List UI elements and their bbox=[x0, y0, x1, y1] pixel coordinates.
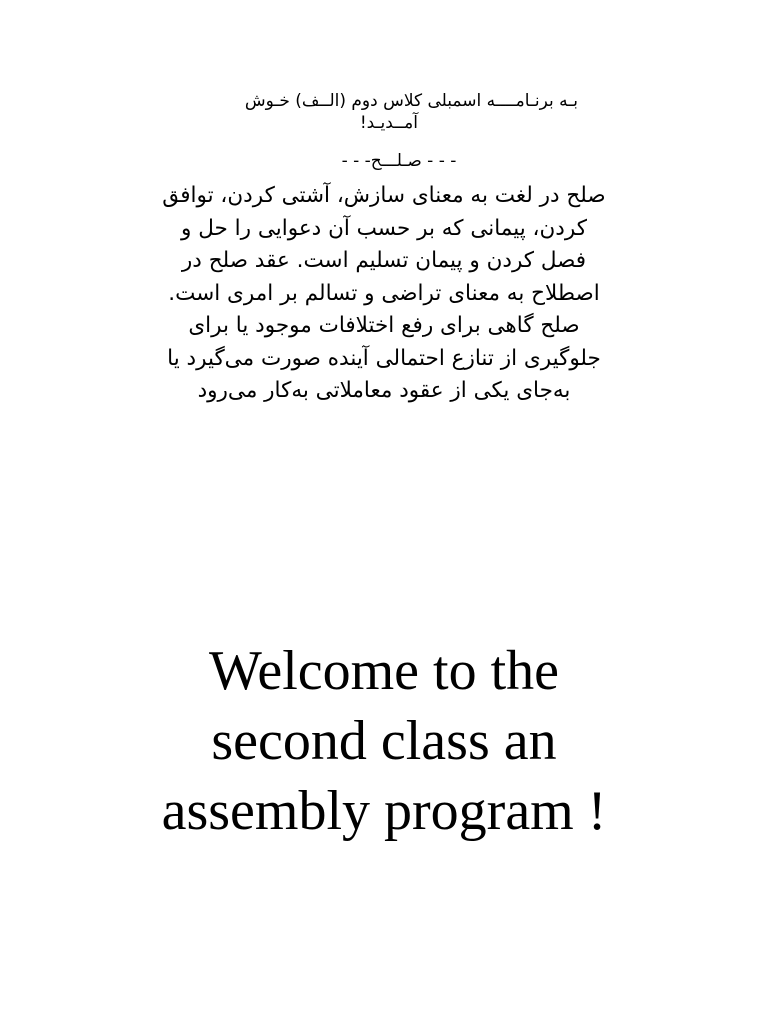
paragraph-line: صلح در لغت به معنای سازش، آشتی کردن، توافق bbox=[162, 183, 606, 208]
paragraph-line: به‌جای یکی از عقود معاملاتی به‌کار می‌رود bbox=[197, 378, 571, 403]
greeting-line: بـه برنـامــــه اسمبلی کلاس دوم (الــف) خـوش bbox=[244, 91, 578, 111]
english-welcome-text bbox=[0, 636, 768, 846]
welcome-line: Welcome to the bbox=[208, 640, 560, 702]
welcome-line: assembly program ! bbox=[161, 780, 607, 842]
paragraph-line: اصطلاح به معنای تراضی و تسالم بر امری است. bbox=[168, 280, 600, 306]
paragraph-line: جلوگیری از تنازع احتمالی آینده صورت می‌گیرد یا bbox=[167, 345, 601, 371]
persian-greeting bbox=[148, 90, 578, 134]
persian-heading: - - - صـلـــح- - - bbox=[341, 151, 457, 171]
paragraph-line: کردن، پیمانی که بر حسب آن دعوایی را حل و bbox=[181, 215, 587, 241]
paragraph-line: صلح گاهی برای رفع اختلافات موجود یا برای bbox=[188, 313, 580, 338]
greeting-line: آمــدیـد! bbox=[359, 113, 418, 133]
persian-paragraph bbox=[100, 180, 668, 408]
paragraph-line: فصل کردن و پیمان تسلیم است. عقد صلح در bbox=[181, 248, 587, 273]
welcome-line: second class an bbox=[211, 710, 557, 772]
